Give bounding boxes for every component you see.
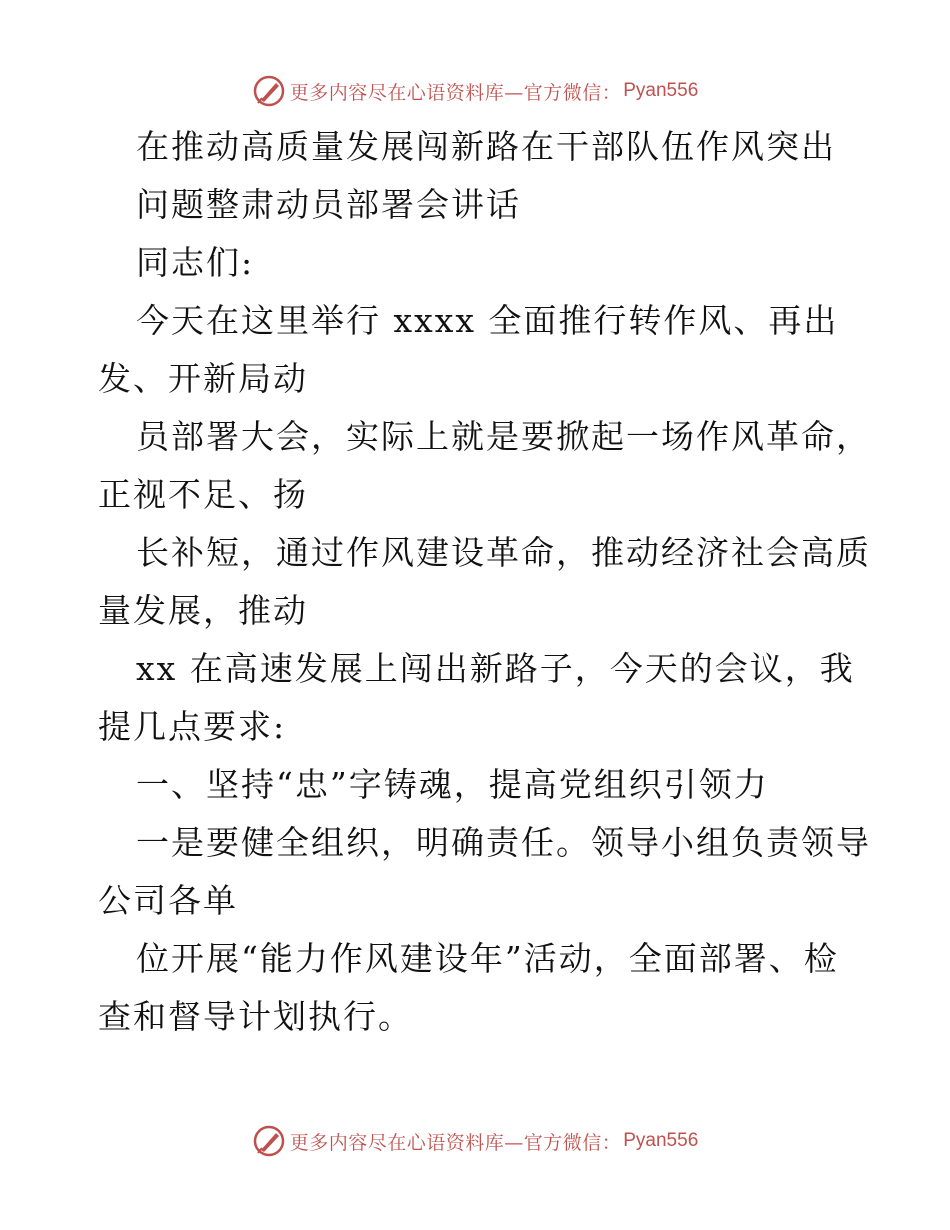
paragraph-line: 提几点要求: xyxy=(98,707,287,746)
header-watermark xyxy=(0,71,950,111)
paragraph-line: 位开展“能力作风建设年”活动，全面部署、检 xyxy=(136,939,839,978)
paragraph-line: 员部署大会，实际上就是要掀起一场作风革命， xyxy=(136,417,871,456)
paragraph-line: 发、开新局动 xyxy=(98,359,308,398)
footer-watermark xyxy=(0,1121,950,1161)
paragraph-line: 正视不足、扬 xyxy=(98,475,308,514)
section-heading: 一、坚持“忠”字铸魂，提高党组织引领力 xyxy=(136,765,769,804)
watermark-text: 更多内容尽在心语资料库—官方微信： xyxy=(289,1131,622,1154)
title-line-1: 在推动高质量发展闯新路在干部队伍作风突出 xyxy=(136,127,836,166)
salutation: 同志们: xyxy=(136,243,255,282)
paragraph-line: 长补短，通过作风建设革命，推动经济社会高质 xyxy=(136,533,871,572)
watermark-wechat-id: Pyan556 xyxy=(623,1130,699,1151)
title-line-2: 问题整肃动员部署会讲话 xyxy=(136,185,521,224)
watermark-wechat-id: Pyan556 xyxy=(623,80,699,101)
paragraph-line: xx 在高速发展上闯出新路子，今天的会议，我 xyxy=(136,649,855,688)
watermark-text: 更多内容尽在心语资料库—官方微信： xyxy=(289,81,622,104)
quill-pen-icon xyxy=(252,1124,286,1158)
paragraph-line: 查和督导计划执行。 xyxy=(98,997,413,1036)
document-body xyxy=(98,118,878,1046)
paragraph-line: 一是要健全组织，明确责任。领导小组负责领导 xyxy=(136,823,871,862)
quill-pen-icon xyxy=(252,74,286,108)
paragraph-line: 公司各单 xyxy=(98,881,238,920)
paragraph-line: 今天在这里举行 xxxx 全面推行转作风、再出 xyxy=(136,301,839,340)
paragraph-line: 量发展，推动 xyxy=(98,591,308,630)
